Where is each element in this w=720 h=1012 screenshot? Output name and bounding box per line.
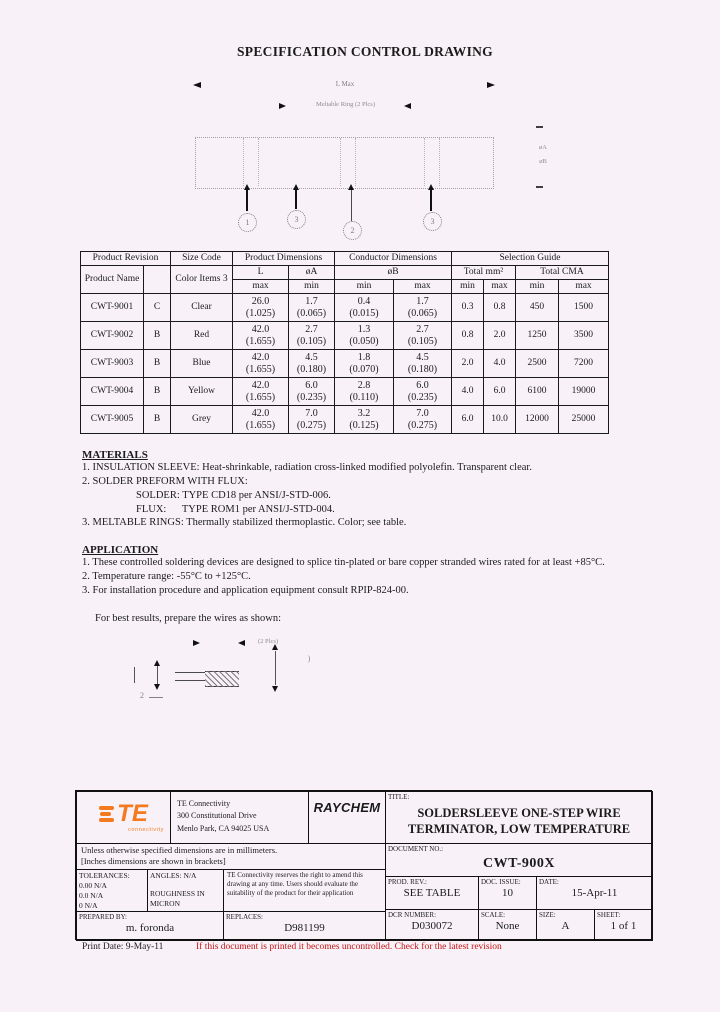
header-mm-min: min <box>452 280 484 294</box>
ring-dim-arrow-right <box>404 103 411 109</box>
insulation-hatch <box>205 671 239 687</box>
angles-label: ANGLES: N/A <box>150 871 197 880</box>
header-cma-min: min <box>516 280 559 294</box>
cell-b-max <box>394 378 452 406</box>
item-balloon-1: 1 <box>238 213 257 232</box>
header-row-columns <box>81 266 609 280</box>
cell-color: Blue <box>171 350 233 378</box>
leader-stem-4 <box>430 190 432 211</box>
cell-mm-max: 0.8 <box>484 294 516 322</box>
drawing-title-line2: TERMINATOR, LOW TEMPERATURE <box>407 821 631 836</box>
prep-strip-arrow-down <box>154 684 160 690</box>
dia-tick-top <box>536 126 543 128</box>
cell-rev: C <box>144 294 171 322</box>
header-l-max: max <box>233 280 289 294</box>
mm-value: 6.0 <box>416 380 429 391</box>
date-label: DATE: <box>539 878 559 886</box>
prepared-by-cell <box>76 911 224 941</box>
units-note-line1: Unless otherwise specified dimensions are in millimeters. <box>81 845 278 855</box>
mm-value: 1.8 <box>357 352 371 363</box>
units-note-line2: [Inches dimensions are shown in brackets] <box>81 856 226 867</box>
cell-name: CWT-9005 <box>81 406 144 434</box>
product-spec-table <box>80 251 609 434</box>
materials-line-2: 2. SOLDER PREFORM WITH FLUX: <box>82 476 248 487</box>
cell-b-max <box>394 350 452 378</box>
tolerances-label: TOLERANCES: <box>79 871 130 880</box>
leader-stem-1 <box>246 190 248 211</box>
cell-rev: B <box>144 322 171 350</box>
header-product-name: Product Name <box>81 266 144 294</box>
title-block <box>75 790 652 940</box>
cell-l <box>233 350 289 378</box>
header-l: L <box>233 266 289 280</box>
table-row <box>81 378 609 406</box>
cell-b-max <box>394 406 452 434</box>
cell-b-min <box>335 406 394 434</box>
tolerance-1: 0.00 N/A <box>79 881 107 891</box>
mm-value: 1.7 <box>305 296 318 307</box>
conductor-line-top <box>175 672 205 673</box>
mm-value: 26.0 <box>251 296 270 307</box>
header-a-min: min <box>289 280 335 294</box>
prod-rev-cell <box>385 876 479 910</box>
prep-dia-arrow-up <box>272 644 278 650</box>
cell-b-max <box>394 294 452 322</box>
inch-value: (1.655) <box>245 391 276 403</box>
header-row-groups <box>81 252 609 266</box>
mm-value: 42.0 <box>251 380 270 391</box>
cell-cma-min: 1250 <box>516 322 559 350</box>
cell-name: CWT-9004 <box>81 378 144 406</box>
cell-name: CWT-9001 <box>81 294 144 322</box>
units-note <box>76 843 386 870</box>
cell-l <box>233 322 289 350</box>
roughness-label: ROUGHNESS IN MICRON <box>150 889 205 909</box>
header-b-max: max <box>394 280 452 294</box>
header-selection-guide: Selection Guide <box>452 252 609 266</box>
te-logo-icon <box>99 806 114 822</box>
application-line-1: 1. These controlled soldering devices are designed to splice tin-plated or bare copper stranded wires rated for at least +85°C. <box>82 557 605 568</box>
header-b-min: min <box>335 280 394 294</box>
date-value: 15-Apr-11 <box>571 887 618 899</box>
document-no-label: DOCUMENT NO.: <box>388 845 444 853</box>
cell-a <box>289 294 335 322</box>
prep-hook-mark: ) <box>307 654 311 663</box>
print-date: Print Date: 9-May-11 <box>82 942 164 952</box>
prep-left-tick <box>134 667 135 683</box>
scale-value: None <box>495 920 520 932</box>
prod-rev-label: PROD. REV.: <box>388 878 427 886</box>
mm-value: 0.4 <box>357 296 371 307</box>
mm-value: 1.3 <box>357 324 371 335</box>
item-balloon-4: 3 <box>423 212 442 231</box>
conductor-line-bottom <box>175 680 205 681</box>
size-value: A <box>561 920 570 932</box>
inch-value: (0.065) <box>296 307 327 319</box>
tolerance-2: 0.0 N/A <box>79 891 104 901</box>
application-line-2: 2. Temperature range: -55°C to +125°C. <box>82 571 251 582</box>
materials-line-3: SOLDER: TYPE CD18 per ANSI/J-STD-006. <box>136 490 331 501</box>
cell-color: Grey <box>171 406 233 434</box>
inch-value: (1.655) <box>245 419 276 431</box>
cell-name: CWT-9003 <box>81 350 144 378</box>
angles-cell <box>147 869 224 912</box>
length-dim-label: L Max <box>335 80 355 88</box>
prep-dia-line <box>275 651 276 685</box>
ring-dim-label: Meltable Ring (2 Plcs) <box>315 101 376 108</box>
mm-value: 42.0 <box>251 324 270 335</box>
header-mm-max: max <box>484 280 516 294</box>
wire-prep-note: For best results, prepare the wires as shown: <box>95 613 282 624</box>
header-total-cma: Total CMA <box>516 266 609 280</box>
company-address <box>170 791 309 844</box>
inch-value: (0.050) <box>349 335 379 347</box>
table-row <box>81 350 609 378</box>
header-product-dimensions: Product Dimensions <box>233 252 335 266</box>
cell-cma-max: 7200 <box>559 350 609 378</box>
inch-value: (0.180) <box>407 363 438 375</box>
cell-mm-max: 4.0 <box>484 350 516 378</box>
header-revision-blank <box>144 266 171 294</box>
header-cma-max: max <box>559 280 609 294</box>
replaces-label: REPLACES: <box>226 913 263 921</box>
ring-dim-arrow-left <box>279 103 286 109</box>
company-street: 300 Constitutional Drive <box>177 811 257 821</box>
mm-value: 6.0 <box>305 380 318 391</box>
item-balloon-3: 2 <box>343 221 362 240</box>
mm-value: 4.5 <box>416 352 429 363</box>
mm-value: 3.2 <box>357 408 371 419</box>
materials-line-5: 3. MELTABLE RINGS: Thermally stabilized thermoplastic. Color; see table. <box>82 517 407 528</box>
te-logo-text: TE <box>117 800 148 827</box>
cell-name: CWT-9002 <box>81 322 144 350</box>
cell-a <box>289 350 335 378</box>
cell-color: Clear <box>171 294 233 322</box>
cell-color: Red <box>171 322 233 350</box>
leader-stem-2 <box>295 190 297 209</box>
application-heading: APPLICATION <box>82 544 159 556</box>
replaces-value: D981199 <box>284 922 325 934</box>
inch-value: (0.235) <box>407 391 438 403</box>
inch-value: (0.180) <box>296 363 327 375</box>
prod-rev-value: SEE TABLE <box>403 887 461 899</box>
cell-a <box>289 406 335 434</box>
prep-dia-arrow-down <box>272 686 278 692</box>
materials-line-4: FLUX: TYPE ROM1 per ANSI/J-STD-004. <box>136 504 335 515</box>
ring-mark-2 <box>424 138 440 186</box>
cell-mm-min: 0.8 <box>452 322 484 350</box>
cell-cma-max: 3500 <box>559 322 609 350</box>
prep-balloon: 2 <box>140 691 144 700</box>
tolerances-cell <box>76 869 148 912</box>
company-name: TE Connectivity <box>177 799 231 808</box>
tolerance-3: 0 N/A <box>79 901 98 911</box>
doc-issue-cell <box>478 876 537 910</box>
cell-b-max <box>394 322 452 350</box>
dia-b-label: øB <box>539 158 547 165</box>
dia-a-label: øA <box>539 144 547 151</box>
te-logo-subtext: connectivity <box>128 827 164 833</box>
prepared-by-label: PREPARED BY: <box>79 913 127 921</box>
dim-arrow-left <box>193 82 201 88</box>
cell-cma-max: 25000 <box>559 406 609 434</box>
header-size-code: Size Code <box>171 252 233 266</box>
cell-cma-min: 12000 <box>516 406 559 434</box>
cell-mm-min: 6.0 <box>452 406 484 434</box>
cell-rev: B <box>144 406 171 434</box>
title-label: TITLE: <box>388 793 410 801</box>
doc-issue-label: DOC. ISSUE: <box>481 878 521 886</box>
mm-value: 42.0 <box>251 352 270 363</box>
inch-value: (0.235) <box>296 391 327 403</box>
cell-mm-min: 0.3 <box>452 294 484 322</box>
inch-value: (1.655) <box>245 335 276 347</box>
prep-balloon-dash <box>149 697 163 698</box>
prep-strip-line <box>157 666 158 684</box>
inch-value: (0.065) <box>407 307 438 319</box>
cell-l <box>233 406 289 434</box>
prepared-by-value: m. foronda <box>125 922 175 934</box>
size-label: SIZE: <box>539 911 556 919</box>
item-balloon-2: 3 <box>287 210 306 229</box>
inch-value: (0.110) <box>349 391 379 403</box>
inch-value: (0.275) <box>296 419 327 431</box>
inch-value: (0.275) <box>407 419 438 431</box>
materials-heading: MATERIALS <box>82 449 148 461</box>
prep-dim-label: (2 Plcs) <box>258 638 279 645</box>
cell-mm-max: 10.0 <box>484 406 516 434</box>
dcr-number-cell <box>385 909 479 941</box>
cell-cma-min: 450 <box>516 294 559 322</box>
cell-a <box>289 322 335 350</box>
inch-value: (1.655) <box>245 363 276 375</box>
title-cell <box>385 791 653 844</box>
document-no-cell <box>385 843 653 877</box>
cell-b-min <box>335 294 394 322</box>
inch-value: (0.015) <box>349 307 379 319</box>
cell-mm-min: 2.0 <box>452 350 484 378</box>
inch-value: (0.105) <box>407 335 438 347</box>
cell-mm-max: 6.0 <box>484 378 516 406</box>
document-no-value: CWT-900X <box>483 856 555 871</box>
prep-dim-arrow-right <box>238 640 245 646</box>
header-dia-a: øA <box>289 266 335 280</box>
table-row <box>81 406 609 434</box>
sheet-cell <box>594 909 653 941</box>
dim-arrow-right <box>487 82 495 88</box>
scale-cell <box>478 909 537 941</box>
mm-value: 42.0 <box>251 408 270 419</box>
table-row <box>81 322 609 350</box>
disclaimer-cell: TE Connectivity reserves the right to amend this drawing at any time. Users should evaluate the suitability of the product for their application <box>223 869 386 912</box>
materials-line-1: 1. INSULATION SLEEVE: Heat-shrinkable, radiation cross-linked modified polyolefin. Transparent clear. <box>82 462 532 473</box>
drawing-title-line1: SOLDERSLEEVE ONE-STEP WIRE <box>417 806 621 820</box>
te-logo <box>77 792 170 843</box>
ring-mark-1 <box>243 138 259 186</box>
header-product-revision: Product Revision <box>81 252 171 266</box>
header-conductor-dimensions: Conductor Dimensions <box>335 252 452 266</box>
cell-cma-max: 19000 <box>559 378 609 406</box>
inch-value: (1.025) <box>245 307 276 319</box>
mm-value: 2.7 <box>305 324 318 335</box>
doc-issue-value: 10 <box>502 887 513 899</box>
header-dia-b: øB <box>335 266 452 280</box>
company-city: Menlo Park, CA 94025 USA <box>177 823 270 833</box>
dcr-number-label: DCR NUMBER: <box>388 911 437 919</box>
prep-dim-arrow-left <box>193 640 200 646</box>
leader-stem-3 <box>351 190 352 221</box>
cell-a <box>289 378 335 406</box>
sheet-label: SHEET: <box>597 911 621 919</box>
cell-rev: B <box>144 350 171 378</box>
cell-l <box>233 294 289 322</box>
cell-color: Yellow <box>171 378 233 406</box>
page-title: SPECIFICATION CONTROL DRAWING <box>237 44 493 59</box>
header-total-mm: Total mm² <box>452 266 516 280</box>
cell-cma-max: 1500 <box>559 294 609 322</box>
application-line-3: 3. For installation procedure and application equipment consult RPIP-824-00. <box>82 585 409 596</box>
solder-preform-mark <box>340 138 356 186</box>
logo-cell <box>76 791 171 844</box>
cell-mm-max: 2.0 <box>484 322 516 350</box>
cell-cma-min: 6100 <box>516 378 559 406</box>
inch-value: (0.070) <box>349 363 379 375</box>
mm-value: 2.8 <box>357 380 371 391</box>
scale-label: SCALE: <box>481 911 506 919</box>
mm-value: 1.7 <box>416 296 429 307</box>
raychem-brand: RAYCHEM <box>308 791 386 844</box>
replaces-cell <box>223 911 386 941</box>
cell-l <box>233 378 289 406</box>
header-color: Color Items 3 <box>171 266 233 294</box>
size-cell <box>536 909 595 941</box>
dia-tick-bottom <box>536 186 543 188</box>
mm-value: 7.0 <box>305 408 318 419</box>
mm-value: 4.5 <box>305 352 318 363</box>
mm-value: 7.0 <box>416 408 429 419</box>
cell-b-min <box>335 322 394 350</box>
cell-mm-min: 4.0 <box>452 378 484 406</box>
uncontrolled-warning: If this document is printed it becomes uncontrolled. Check for the latest revision <box>196 942 502 952</box>
dcr-number-value: D030072 <box>411 920 453 932</box>
mm-value: 2.7 <box>416 324 429 335</box>
sheet-value: 1 of 1 <box>610 920 637 932</box>
cell-b-min <box>335 378 394 406</box>
table-row <box>81 294 609 322</box>
inch-value: (0.105) <box>296 335 327 347</box>
cell-b-min <box>335 350 394 378</box>
inch-value: (0.125) <box>349 419 379 431</box>
date-cell <box>536 876 653 910</box>
cell-rev: B <box>144 378 171 406</box>
cell-cma-min: 2500 <box>516 350 559 378</box>
